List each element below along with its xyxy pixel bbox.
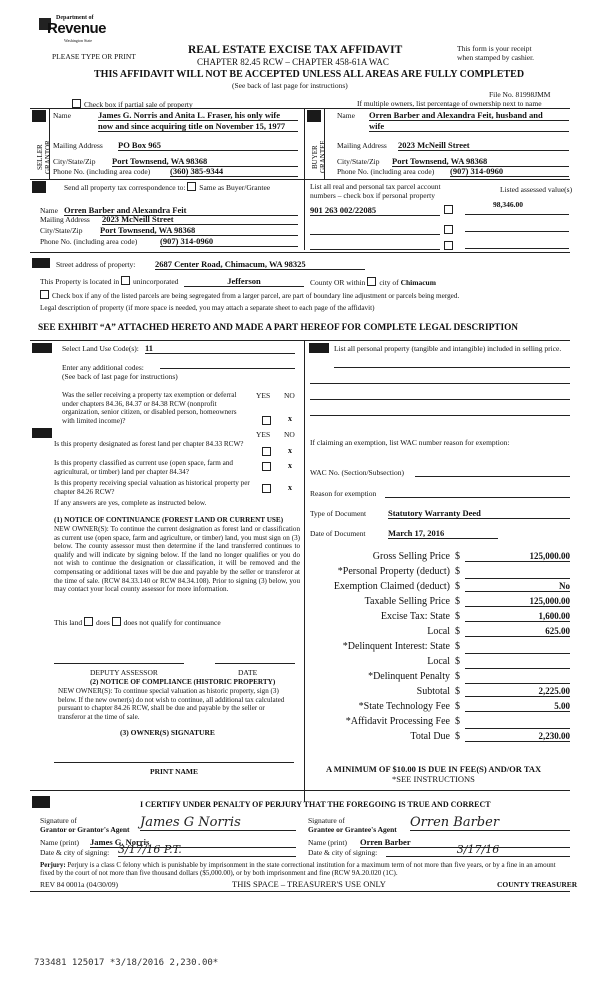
wac-label: WAC No. (Section/Subsection)	[310, 468, 404, 477]
same-as-buyer-checkbox[interactable]	[187, 182, 196, 191]
owner-signature-label: (3) OWNER(S) SIGNATURE	[120, 728, 215, 737]
assessed-line-2[interactable]	[465, 231, 569, 232]
segregated-checkbox[interactable]	[40, 290, 49, 299]
delinquent-local-field[interactable]	[465, 656, 570, 669]
personal-deduct-field[interactable]	[465, 566, 570, 579]
seller-phone-label: Phone No. (including area code)	[53, 167, 151, 176]
notice-compliance-body: NEW OWNER(S): To continue special valuation as historic property, sign (3) below. If the new owner(s) do not wish to continue, all additional tax calculated pursuant to chapter 84.26 RCW, shall be due and payable by the seller or transferor at the time of sale.	[58, 687, 285, 721]
affidavit-fee-label: *Affidavit Processing Fee	[345, 716, 450, 727]
perjury-notice	[40, 861, 570, 878]
corr-name-field[interactable]: Orren Barber and Alexandra Feit	[64, 205, 298, 216]
seller-name-line2[interactable]: now and since acquiring title on November 15, 1977	[98, 121, 298, 132]
multiple-owners-note: If multiple owners, list percentage of ownership next to name	[357, 99, 542, 108]
receipt-note-2: when stamped by cashier.	[457, 53, 535, 62]
grantee-name-field[interactable]: Orren Barber	[360, 837, 570, 848]
seller-mailing-label: Mailing Address	[53, 141, 103, 150]
buyer-name-line1[interactable]: Orren Barber and Alexandra Feit, husband and	[369, 110, 569, 121]
same-as-buyer-label: Same as Buyer/Grantee	[199, 183, 271, 192]
corr-city-field[interactable]: Port Townsend, WA 98368	[100, 225, 298, 236]
buyer-phone-field[interactable]: (907) 314-0960	[450, 166, 569, 177]
grantor-sig-label-2: Grantor or Grantor's Agent	[40, 825, 130, 834]
county-suffix-row	[310, 277, 436, 287]
dollar-sign: $	[455, 686, 460, 697]
does-checkbox[interactable]	[84, 617, 93, 626]
technology-fee-label: *State Technology Fee	[358, 701, 450, 712]
legal-description-label: Legal description of property (if more space is needed, you may attach a separate sheet to each page of the affidavit)	[40, 304, 375, 312]
notice-continuance-body: NEW OWNER(S): To continue the current designation as forest land or classification as current use (open space, farm and agriculture, or timber) land, you must sign on (3) below. The county assessor must then determine if the land transferred continues to qualify and will indicate by signing below. If the land no longer qualifies or you do not wish to continue the designation or classification, it will be removed and the compensating or additional taxes will be due and payable by the seller or transferor at the time of sale. (RCW 84.33.140 or RCW 84.34.108). Prior to signing (3) below, you may contact your local county assessor for more information.	[54, 525, 300, 594]
grantor-date-label: Date & city of signing:	[40, 848, 110, 857]
parcels-label-2: numbers – check box if personal property	[310, 191, 435, 200]
buyer-mailing-label: Mailing Address	[337, 141, 387, 150]
grantor-name-field[interactable]: James G. Norris	[90, 837, 296, 848]
reason-field[interactable]	[385, 497, 570, 498]
assessed-line-1[interactable]	[465, 214, 569, 215]
land-use-see-back: (See back of last page for instructions)	[62, 372, 178, 381]
grantee-date-field[interactable]: 3/17/16	[386, 843, 570, 857]
perjury-label: Perjury:	[40, 861, 66, 869]
form-number: REV 84 0001a (04/30/09)	[40, 880, 118, 889]
q3-yes-checkbox[interactable]	[262, 462, 271, 471]
seller-side-label: SELLER GRANTOR	[36, 140, 52, 174]
dollar-sign: $	[455, 671, 460, 682]
seller-phone-field[interactable]: (360) 385-9344	[170, 166, 298, 177]
buyer-name-line2[interactable]: wife	[369, 121, 569, 132]
affidavit-fee-field[interactable]	[465, 716, 570, 729]
grantee-sig-label-2: Grantee or Grantee's Agent	[308, 825, 397, 834]
cashier-stamp: 733481 125017 *3/18/2016 2,230.00*	[34, 958, 219, 968]
section-7-marker	[309, 343, 329, 353]
seller-city-label: City/State/Zip	[53, 157, 96, 166]
gross-price-label: Gross Selling Price	[372, 551, 450, 562]
personal-property-line-3[interactable]	[310, 399, 570, 400]
personal-property-label: List all personal property (tangible and intangible) included in selling price.	[334, 344, 562, 353]
section-3-marker	[32, 181, 46, 193]
corr-name-label: Name	[40, 206, 58, 215]
dollar-sign: $	[455, 551, 460, 562]
buyer-side-label: BUYER GRANTEE	[311, 140, 327, 174]
doc-type-field[interactable]: Statutory Warranty Deed	[388, 508, 570, 519]
parcels-label-1: List all real and personal tax parcel account	[310, 182, 441, 191]
buyer-mailing-field[interactable]: 2023 McNeill Street	[398, 140, 569, 151]
city-field[interactable]: Chimacum	[400, 278, 436, 287]
dollar-sign: $	[455, 626, 460, 637]
personal-deduct-label: *Personal Property (deduct)	[337, 566, 450, 577]
dollar-sign: $	[455, 611, 460, 622]
segregated-row	[40, 290, 459, 300]
section-2-marker	[307, 110, 321, 122]
unincorporated-checkbox[interactable]	[121, 276, 130, 285]
gross-price-field[interactable]: 125,000.00	[465, 551, 570, 562]
dor-logo	[38, 14, 108, 50]
delinquent-penalty-label: *Delinquent Penalty	[368, 671, 450, 682]
taxable-price-field[interactable]: 125,000.00	[465, 596, 570, 607]
forest-land-question: Is this property designated as forest land per chapter 84.33 RCW?	[54, 440, 244, 448]
located-prefix: This Property is located in	[40, 277, 120, 286]
corr-phone-field[interactable]: (907) 314-0960	[160, 236, 298, 247]
street-address-label: Street address of property:	[56, 260, 136, 269]
seller-city-field[interactable]: Port Townsend, WA 98368	[112, 156, 298, 167]
correspondence-label: Send all property tax correspondence to:	[64, 183, 186, 192]
street-address-field[interactable]: 2687 Center Road, Chimacum, WA 98325	[155, 259, 365, 270]
logo-name-text: Revenue	[47, 20, 107, 37]
please-type-text: PLEASE TYPE OR PRINT	[52, 52, 136, 61]
see-instructions-note: *SEE INSTRUCTIONS	[392, 774, 475, 784]
notice-compliance-title: (2) NOTICE OF COMPLIANCE (HISTORIC PROPERTY)	[90, 678, 276, 686]
personal-property-line-2[interactable]	[310, 383, 570, 384]
corr-city-label: City/State/Zip	[40, 226, 83, 235]
deputy-assessor-label: DEPUTY ASSESSOR	[90, 668, 158, 677]
q4-yes-checkbox[interactable]	[262, 484, 271, 493]
form-title: REAL ESTATE EXCISE TAX AFFIDAVIT	[188, 44, 403, 56]
warning-text: THIS AFFIDAVIT WILL NOT BE ACCEPTED UNLESS ALL AREAS ARE FULLY COMPLETED	[94, 69, 525, 80]
city-of-label: city of	[379, 278, 399, 287]
dollar-sign: $	[455, 566, 460, 577]
dollar-sign: $	[455, 596, 460, 607]
section-1-marker	[32, 110, 46, 122]
no-header-2: NO	[284, 430, 295, 439]
segregated-label: Check box if any of the listed parcels are being segregated from a larger parcel, are part of boundary line adjustment or parcels being merged.	[52, 292, 460, 300]
if-yes-note: If any answers are yes, complete as instructed below.	[54, 499, 207, 507]
unincorporated-label: unincorporated	[133, 277, 179, 286]
dollar-sign: $	[455, 731, 460, 742]
yes-header-2: YES	[256, 430, 271, 439]
q2-no-mark[interactable]: x	[288, 446, 292, 455]
yes-header-1: YES	[256, 391, 271, 400]
dollar-sign: $	[455, 656, 460, 667]
does-label: does	[96, 618, 110, 627]
receipt-note-1: This form is your receipt	[457, 44, 532, 53]
grantee-signature[interactable]: Orren Barber	[410, 815, 570, 831]
section-4-marker	[32, 258, 50, 268]
this-land-label: This land	[54, 618, 83, 627]
personal-property-checkbox-1[interactable]	[444, 205, 453, 214]
grantor-signature[interactable]: James G Norris	[140, 815, 296, 831]
personal-property-line-4[interactable]	[310, 415, 570, 416]
city-of-checkbox[interactable]	[367, 277, 376, 286]
section-5-marker	[32, 343, 52, 353]
deputy-date-label: DATE	[238, 668, 258, 677]
q1-yes-checkbox[interactable]	[262, 416, 271, 425]
personal-property-checkbox-3[interactable]	[444, 241, 453, 250]
grantee-sig-label-1: Signature of	[308, 816, 345, 825]
partial-sale-checkbox[interactable]	[72, 99, 81, 108]
excise-local-label: Local	[427, 626, 450, 637]
does-not-checkbox[interactable]	[112, 617, 121, 626]
personal-property-line-1[interactable]	[334, 367, 570, 368]
land-use-code-field[interactable]: 11	[145, 343, 295, 354]
delinquent-penalty-field[interactable]	[465, 671, 570, 684]
total-due-field[interactable]: 2,230.00	[465, 731, 570, 742]
personal-property-checkbox-2[interactable]	[444, 225, 453, 234]
dollar-sign: $	[455, 641, 460, 652]
exemption-deduct-label: Exemption Claimed (deduct)	[333, 581, 450, 592]
dollar-sign: $	[455, 701, 460, 712]
see-back-text: (See back of last page for instructions)	[232, 81, 348, 90]
q2-yes-checkbox[interactable]	[262, 447, 271, 456]
taxable-price-label: Taxable Selling Price	[364, 596, 450, 607]
assessed-value-field[interactable]: 98,346.00	[493, 200, 523, 209]
parcel-number-field-3[interactable]	[310, 242, 440, 250]
chapter-text: CHAPTER 82.45 RCW – CHAPTER 458-61A WAC	[197, 57, 389, 67]
corr-mailing-field[interactable]: 2023 McNeill Street	[102, 214, 298, 225]
wac-field[interactable]	[415, 476, 570, 477]
subtotal-label: Subtotal	[416, 686, 450, 697]
seller-name-label: Name	[53, 111, 71, 120]
doc-type-label: Type of Document	[310, 509, 367, 518]
q3-no-mark[interactable]: x	[288, 461, 292, 470]
total-due-label: Total Due	[410, 731, 450, 742]
delinquent-interest-label: *Delinquent Interest: State	[342, 641, 450, 652]
buyer-city-field[interactable]: Port Townsend, WA 98368	[392, 156, 569, 167]
seller-mailing-field[interactable]: PO Box 965	[118, 140, 298, 151]
land-use-label: Select Land Use Code(s):	[62, 344, 139, 353]
notice-continuance-title: (1) NOTICE OF CONTINUANCE (FOREST LAND OR CURRENT USE)	[54, 516, 284, 524]
logo-dept-text: Department of	[56, 15, 94, 21]
additional-codes-field[interactable]	[160, 368, 295, 369]
corr-mailing-label: Mailing Address	[40, 215, 90, 224]
corr-phone-label: Phone No. (including area code)	[40, 237, 138, 246]
dollar-sign: $	[455, 581, 460, 592]
additional-codes-label: Enter any additional codes:	[62, 363, 144, 372]
historic-question: Is this property receiving special valuation as historical property per chapter 84.26 RCW?	[54, 479, 250, 496]
treasurer-space-label: THIS SPACE – TREASURER'S USE ONLY	[232, 879, 386, 889]
current-use-question: Is this property classified as current use (open space, farm and agricultural, or timber) land per chapter 84.34?	[54, 459, 234, 476]
exemption-deduct-field[interactable]: No	[465, 581, 570, 592]
buyer-phone-label: Phone No. (including area code)	[337, 167, 435, 176]
grantor-sig-label-1: Signature of	[40, 816, 77, 825]
delinquent-interest-field[interactable]	[465, 641, 570, 654]
technology-fee-field[interactable]: 5.00	[465, 701, 570, 712]
subtotal-field[interactable]: 2,225.00	[465, 686, 570, 697]
exhibit-text: SEE EXHIBIT “A” ATTACHED HERETO AND MADE A PART HEREOF FOR COMPLETE LEGAL DESCRIPTION	[38, 323, 519, 333]
buyer-name-label: Name	[337, 111, 355, 120]
county-suffix-label: County OR within	[310, 278, 366, 287]
doc-date-field[interactable]: March 17, 2016	[388, 528, 498, 539]
does-not-label: does not qualify for continuance	[123, 618, 221, 627]
grantor-date-field[interactable]: 3/17/16 P.T.	[118, 843, 296, 857]
county-field[interactable]: Jefferson	[184, 276, 304, 287]
parcel-number-field[interactable]: 901 263 002/22085	[310, 205, 440, 216]
grantee-name-label: Name (print)	[308, 838, 347, 847]
delinquent-local-label: Local	[427, 656, 450, 667]
excise-state-field[interactable]: 1,600.00	[465, 611, 570, 622]
seller-name-line1[interactable]: James G. Norris and Anita L. Fraser, his only wife	[98, 110, 298, 121]
section-8-marker	[32, 796, 50, 808]
perjury-text: Perjury is a class C felony which is punishable by imprisonment in the state correctional institution for a maximum term of not more than five years, or by a fine in an amount fixed by the court of not more than five thousand dollars ($5,000.00), or by both imprisonment and fine (RCW 9A.20.020 (1C).	[40, 861, 556, 878]
exemption-claim-label: If claiming an exemption, list WAC number reason for exemption:	[310, 438, 510, 447]
county-treasurer-label: COUNTY TREASURER	[497, 880, 578, 889]
logo-state-text: Washington State	[64, 38, 93, 43]
q4-no-mark[interactable]: x	[288, 483, 292, 492]
reason-label: Reason for exemption	[310, 489, 377, 498]
dollar-sign: $	[455, 716, 460, 727]
section-6-marker	[32, 428, 52, 438]
exemption-question: Was the seller receiving a property tax exemption or deferral under chapters 84.36, 84.37 or 84.38 RCW (nonprofit organization, senior citizen, or disabled person, homeowners with limited income)?	[62, 391, 237, 425]
correspondence-row	[64, 182, 270, 192]
file-number: File No. 81998JMM	[489, 90, 551, 99]
excise-state-label: Excise Tax: State	[380, 611, 450, 622]
print-name-label: PRINT NAME	[150, 767, 198, 776]
parcel-number-field-2[interactable]	[310, 225, 440, 235]
excise-local-field[interactable]: 625.00	[465, 626, 570, 637]
partial-sale-label: Check box if partial sale of property	[84, 100, 193, 109]
location-row	[40, 276, 178, 286]
grantor-name-label: Name (print)	[40, 838, 79, 847]
no-header-1: NO	[284, 391, 295, 400]
buyer-city-label: City/State/Zip	[337, 157, 380, 166]
doc-date-label: Date of Document	[310, 529, 366, 538]
grantee-date-label: Date & city of signing:	[308, 848, 378, 857]
minimum-due-note: A MINIMUM OF $10.00 IS DUE IN FEE(S) AND/OR TAX	[326, 764, 542, 774]
certify-statement: I CERTIFY UNDER PENALTY OF PERJURY THAT THE FOREGOING IS TRUE AND CORRECT	[140, 800, 491, 809]
q1-no-mark[interactable]: x	[288, 414, 292, 423]
assessed-value-label: Listed assessed value(s)	[500, 185, 573, 194]
qualify-row	[54, 617, 221, 627]
assessed-line-3[interactable]	[465, 248, 569, 249]
